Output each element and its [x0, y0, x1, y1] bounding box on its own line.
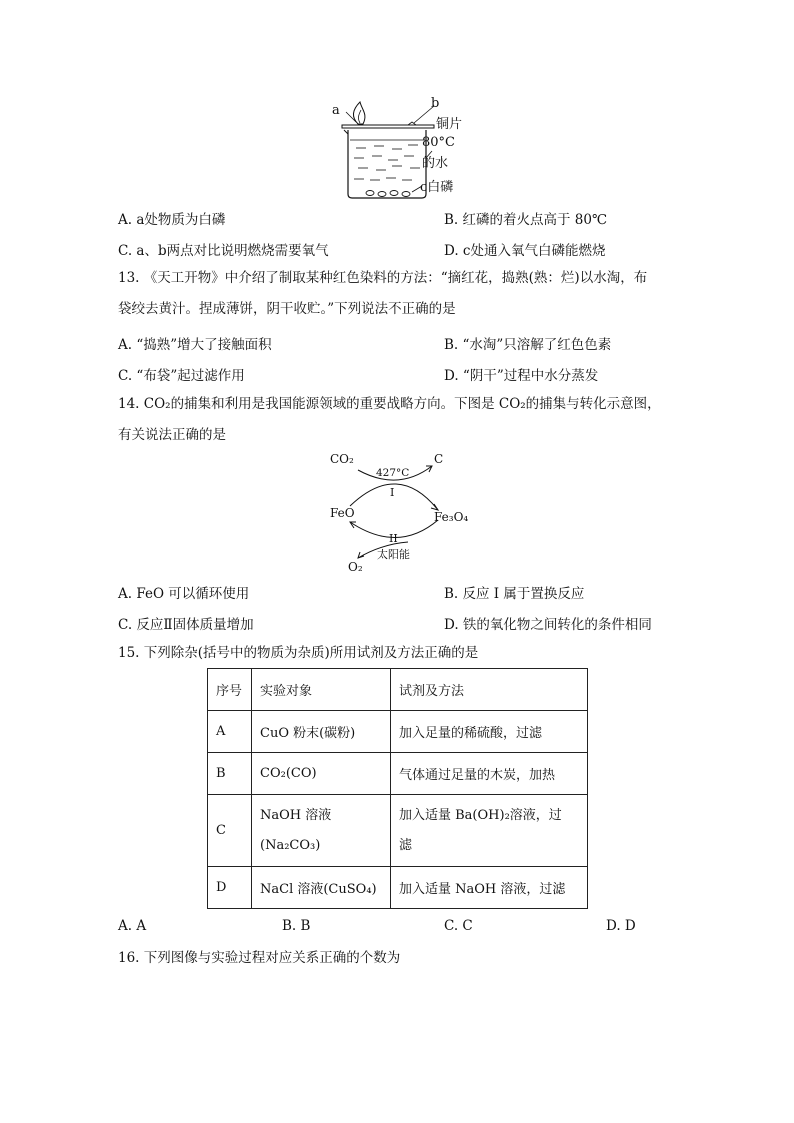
q15-option-b: B. B: [282, 918, 311, 934]
row-d-object: NaCl 溶液(CuSO₄): [252, 867, 391, 909]
header-object: 实验对象: [252, 669, 391, 711]
q13-option-a: A. “捣熟”增大了接触面积: [118, 337, 272, 353]
q16-stem: 16. 下列图像与实验过程对应关系正确的个数为: [118, 950, 401, 966]
label-a: a: [332, 103, 340, 118]
q15-option-a: A. A: [118, 918, 147, 934]
header-method: 试剂及方法: [391, 669, 588, 711]
label-reaction-1: I: [390, 486, 395, 499]
row-c-method-line2: 滤: [399, 837, 413, 853]
beaker-diagram: [330, 96, 480, 202]
label-fe3o4: Fe₃O₄: [434, 510, 469, 524]
q15-option-c: C. C: [444, 918, 473, 934]
q13-stem-line2: 袋绞去黄汁。捏成薄饼，阴干收贮。”下列说法不正确的是: [118, 301, 456, 317]
table-row: [208, 867, 588, 909]
q14-option-c: C. 反应Ⅱ固体质量增加: [118, 617, 254, 633]
label-c: c白磷: [420, 180, 454, 195]
row-c-id: C: [208, 795, 252, 867]
row-c-object-line1: NaOH 溶液: [260, 807, 332, 823]
row-b-method: 气体通过足量的木炭，加热: [391, 753, 588, 795]
q14-option-b: B. 反应 I 属于置换反应: [444, 586, 585, 602]
row-c-method: [391, 795, 588, 867]
q12-option-b: B. 红磷的着火点高于 80℃: [444, 212, 608, 228]
row-d-method: 加入适量 NaOH 溶液，过滤: [391, 867, 588, 909]
label-water: 的水: [422, 156, 449, 171]
row-c-object-line2: (Na₂CO₃): [260, 837, 321, 853]
label-solar: 太阳能: [377, 548, 410, 561]
q12-option-c: C. a、b两点对比说明燃烧需要氧气: [118, 243, 329, 259]
q13-option-d: D. “阴干”过程中水分蒸发: [444, 368, 599, 384]
label-co2: CO₂: [330, 452, 354, 466]
header-index: 序号: [208, 669, 252, 711]
label-copper: 铜片: [436, 117, 463, 132]
q12-option-d: D. c处通入氧气白磷能燃烧: [444, 243, 606, 259]
row-d-id: D: [208, 867, 252, 909]
row-a-object: CuO 粉末(碳粉): [252, 711, 391, 753]
label-o2: O₂: [348, 560, 363, 574]
q14-stem-line2: 有关说法正确的是: [118, 427, 226, 443]
label-feo: FeO: [330, 506, 355, 520]
row-a-method: 加入足量的稀硫酸，过滤: [391, 711, 588, 753]
q13-option-c: C. “布袋”起过滤作用: [118, 368, 245, 384]
row-c-object: [252, 795, 391, 867]
q15-stem: 15. 下列除杂(括号中的物质为杂质)所用试剂及方法正确的是: [118, 645, 479, 661]
table-row: [208, 753, 588, 795]
row-c-method-line1: 加入适量 Ba(OH)₂溶液，过: [399, 807, 562, 823]
table-header-row: [208, 669, 588, 711]
q12-option-a: A. a处物质为白磷: [118, 212, 226, 228]
q13-stem-line1: 13. 《天工开物》中介绍了制取某种红色染料的方法：“摘红花，捣熟(熟：烂)以水淘，布: [118, 270, 648, 286]
table-row: [208, 795, 588, 867]
q13-option-b: B. “水淘”只溶解了红色色素: [444, 337, 612, 353]
label-temp: 80°C: [422, 135, 455, 150]
q14-option-d: D. 铁的氧化物之间转化的条件相同: [444, 617, 652, 633]
table-row: [208, 711, 588, 753]
label-reaction-2: II: [389, 532, 398, 545]
q15-table: [207, 668, 588, 909]
label-c: C: [434, 452, 444, 466]
label-temp-427: 427°C: [376, 467, 410, 479]
row-b-id: B: [208, 753, 252, 795]
row-a-id: A: [208, 711, 252, 753]
q14-option-a: A. FeO 可以循环使用: [118, 586, 250, 602]
q15-option-d: D. D: [606, 918, 636, 934]
row-b-object: CO₂(CO): [252, 753, 391, 795]
label-b: b: [431, 96, 440, 111]
q14-stem-line1: 14. CO₂的捕集和利用是我国能源领域的重要战略方向。下图是 CO₂的捕集与转化示意图，: [118, 396, 661, 412]
